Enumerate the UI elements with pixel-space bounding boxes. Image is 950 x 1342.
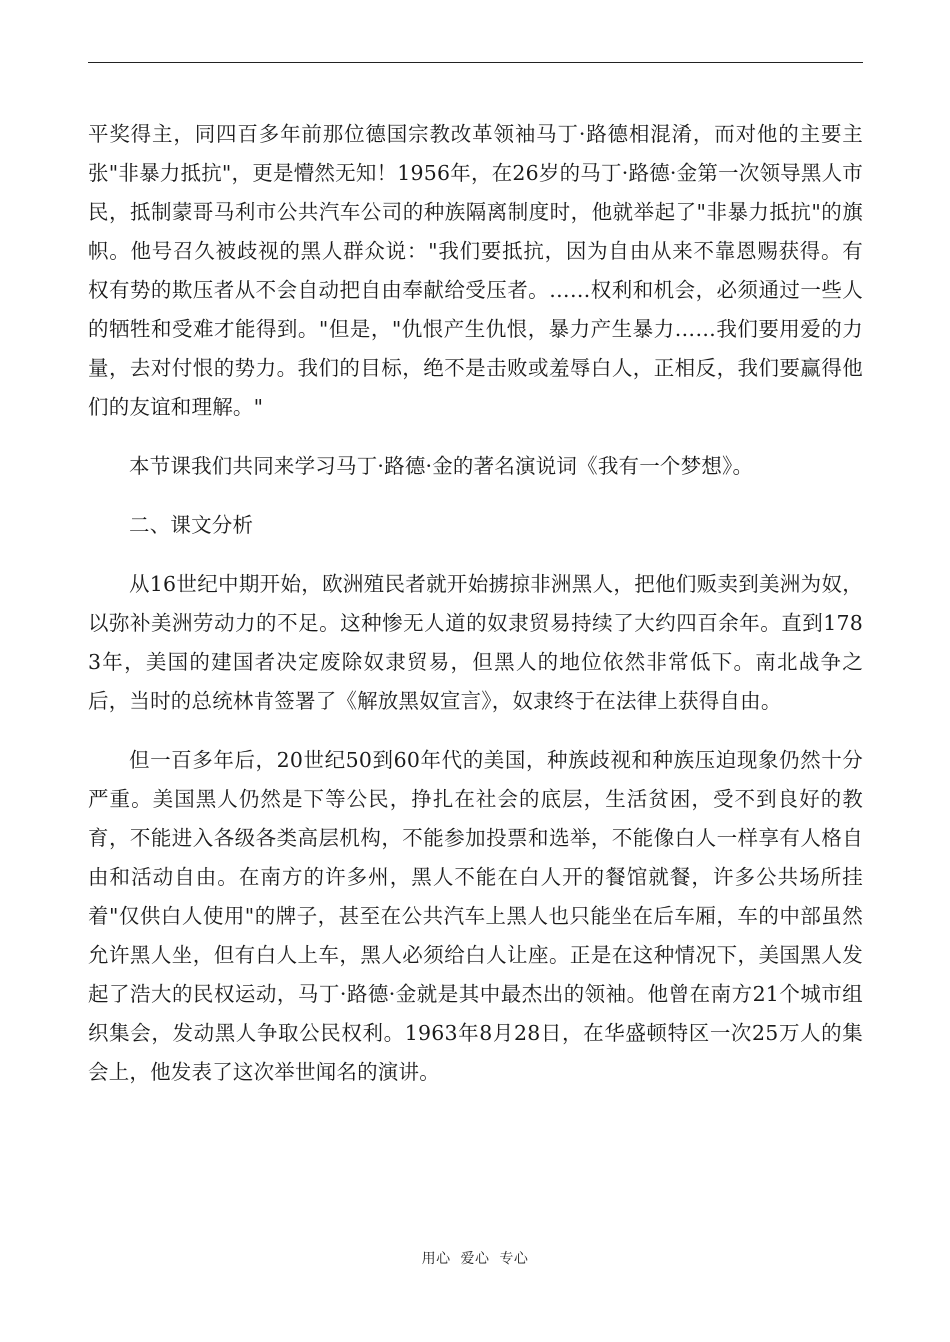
header-rule [88,62,863,63]
document-body [88,115,863,1092]
paragraph-slavery-history: 从16世纪中期开始，欧洲殖民者就开始掳掠非洲黑人，把他们贩卖到美洲为奴，以弥补美洲劳动力的不足。这种惨无人道的奴隶贸易持续了大约四百余年。直到1783年，美国的建国者决定废除奴隶贸易，但黑人的地位依然非常低下。南北战争之后，当时的总统林肯签署了《解放黑奴宣言》，奴隶终于在法律上获得自由。 [88,572,863,713]
paragraph-civil-rights: 但一百多年后，20世纪50到60年代的美国，种族歧视和种族压迫现象仍然十分严重。美国黑人仍然是下等公民，挣扎在社会的底层，生活贫困，受不到良好的教育，不能进入各级各类高层机构，不能参加投票和选举，不能像白人一样享有人格自由和活动自由。在南方的许多州，黑人不能在白人开的餐馆就餐，许多公共场所挂着"仅供白人使用"的牌子，甚至在公共汽车上黑人也只能坐在后车厢，车的中部虽然允许黑人坐，但有白人上车，黑人必须给白人让座。正是在这种情况下，美国黑人发起了浩大的民权运动，马丁·路德·金就是其中最杰出的领袖。他曾在南方21个城市组织集会，发动黑人争取公民权利。1963年8月28日，在华盛顿特区一次25万人的集会上，他发表了这次举世闻名的演讲。 [88,748,863,1084]
section-heading: 二、课文分析 [129,513,254,537]
paragraph-continuation: 平奖得主，同四百多年前那位德国宗教改革领袖马丁·路德相混淆，而对他的主要主张"非暴力抵抗"，更是懵然无知！1956年，在26岁的马丁·路德·金第一次领导黑人市民，抵制蒙哥马利市公共汽车公司的种族隔离制度时，他就举起了"非暴力抵抗"的旗帜。他号召久被歧视的黑人群众说："我们要抵抗，因为自由从来不靠恩赐获得。有权有势的欺压者从不会自动把自由奉献给受压者。……权利和机会，必须通过一些人的牺牲和受难才能得到。"但是，"仇恨产生仇恨，暴力产生暴力……我们要用爱的力量，去对付恨的势力。我们的目标，绝不是击败或羞辱白人，正相反，我们要赢得他们的友谊和理解。" [88,122,863,419]
page-footer: 用心 爱心 专心 [421,1251,529,1267]
paragraph-lesson-intro: 本节课我们共同来学习马丁·路德·金的著名演说词《我有一个梦想》。 [129,454,754,478]
